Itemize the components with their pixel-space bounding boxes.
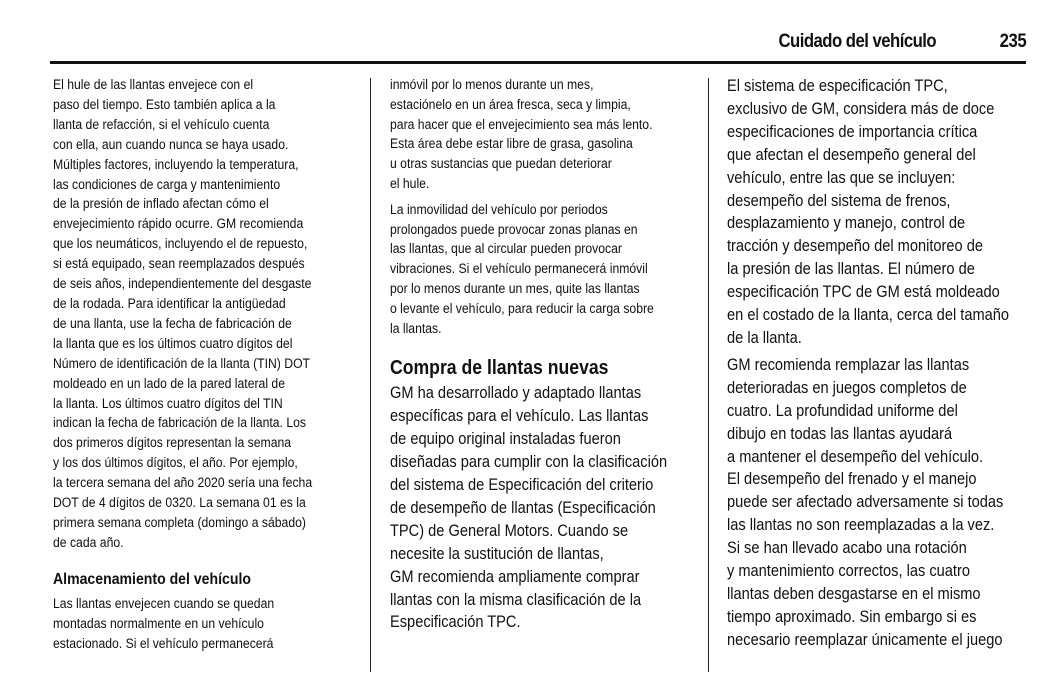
text-line: las llantas no son reemplazadas a la vez. [727,515,995,535]
column-1 [53,76,363,654]
text-line: GM recomienda ampliamente comprar [390,566,640,586]
text-line: la llanta. Los últimos cuatro dígitos del TIN [53,395,283,412]
text-line: tiempo aproximado. Sin embargo si es [727,606,977,626]
text-line: si está equipado, sean reemplazados después [53,256,305,273]
text-line: en el costado de la llanta, cerca del tamaño [727,305,1010,325]
text-line: envejecimiento rápido ocurre. GM recomienda [53,216,304,233]
text-line: necesario reemplazar únicamente el juego [727,629,1003,649]
text-line: llanta de refacción, si el vehículo cuenta [53,116,270,133]
text-line: moldeado en un lado de la pared lateral de [53,375,285,392]
text-line: TPC) de General Motors. Cuando se [390,520,629,540]
paragraph-storage-continued [390,76,700,195]
text-line: Número de identificación de la llanta (TIN) DOT [53,355,311,372]
section-title: Cuidado del vehículo [778,31,936,52]
paragraph-replace-sets [727,354,1047,652]
page-number: 235 [999,31,1026,52]
text-line: a mantener el desempeño del vehículo. [727,446,984,466]
text-line: estaciónelo en un área fresca, seca y limpia, [390,96,631,113]
text-line: diseñadas para cumplir con la clasificación [390,452,668,472]
text-line: montadas normalmente en un vehículo [53,615,264,632]
text-line: Esta área debe estar libre de grasa, gasolina [390,136,633,153]
text-line: de una llanta, use la fecha de fabricación de [53,315,292,332]
column-3 [727,75,1047,652]
text-line: GM ha desarrollado y adaptado llantas [390,383,642,403]
text-line: paso del tiempo. Esto también aplica a la [53,96,276,113]
text-line: Especificación TPC. [390,612,521,632]
column-divider-1 [370,78,371,672]
heading-buying-new-tires: Compra de llantas nuevas [390,356,609,380]
text-line: El sistema de especificación TPC, [727,76,948,95]
text-line: llantas deben desgastarse en el mismo [727,583,981,603]
heading-vehicle-storage: Almacenamiento del vehículo [53,570,251,588]
text-line: la llanta que es los últimos cuatro dígitos del [53,335,293,352]
text-line: para hacer que el envejecimiento sea más lento. [390,116,653,133]
text-line: primera semana completa (domingo a sábado) [53,514,306,531]
text-line: especificaciones de importancia crítica [727,121,978,141]
text-line: cuatro. La profundidad uniforme del [727,400,958,420]
text-line: llantas con la misma clasificación de la [390,589,642,609]
text-line: indican la fecha de fabricación de la llanta. Los [53,415,307,432]
text-line: Las llantas envejecen cuando se quedan [53,595,275,612]
column-divider-2 [708,78,709,672]
text-line: exclusivo de GM, considera más de doce [727,98,995,118]
text-line: inmóvil por lo menos durante un mes, [390,77,594,93]
text-line: dibujo en todas las llantas ayudará [727,423,953,443]
header-rule [50,61,1026,64]
text-line: y los dos últimos dígitos, el año. Por ejemplo, [53,455,298,472]
text-line: la tercera semana del año 2020 sería una fecha [53,475,313,492]
text-line: Múltiples factores, incluyendo la temperatura, [53,156,299,173]
paragraph-flat-spots [390,201,700,340]
text-line: prolongados puede provocar zonas planas en [390,221,638,238]
text-line: por lo menos durante un mes, quite las llantas [390,280,640,297]
text-line: la presión de las llantas. El número de [727,259,975,279]
text-line: u otras sustancias que puedan deteriorar [390,156,612,173]
text-line: deterioradas en juegos completos de [727,377,967,397]
text-line: y mantenimiento correctos, las cuatro [727,561,970,581]
text-line: las condiciones de carga y mantenimiento [53,176,281,193]
text-line: de la llanta. [727,327,802,347]
text-line: con ella, aun cuando nunca se haya usado. [53,136,289,153]
text-line: desempeño del sistema de frenos, [727,190,951,210]
text-line: La inmovilidad del vehículo por periodos [390,201,608,218]
text-line: El desempeño del frenado y el manejo [727,469,977,489]
text-line: de equipo original instaladas fueron [390,429,621,449]
text-line: las llantas, que al circular pueden provocar [390,241,622,258]
text-line: o levante el vehículo, para reducir la carga sobre [390,300,654,317]
text-line: específicas para el vehículo. Las llantas [390,406,649,426]
paragraph-tpc-system [727,75,1047,350]
text-line: especificación TPC de GM está moldeado [727,282,1000,302]
text-line: puede ser afectado adversamente si todas [727,492,1004,512]
text-line: que los neumáticos, incluyendo el de repuesto, [53,236,308,253]
paragraph-tpc-tires [390,382,700,634]
text-line: de la presión de inflado afectan cómo el [53,196,269,213]
text-line: del sistema de Especificación del criterio [390,474,654,494]
column-2 [390,76,700,634]
text-line: de cada año. [53,534,124,551]
text-line: de desempeño de llantas (Especificación [390,497,656,517]
paragraph-tire-aging [53,76,363,554]
text-line: de seis años, independientemente del desgaste [53,276,312,293]
text-line: que afectan el desempeño general del [727,144,976,164]
text-line: DOT de 4 dígitos de 0320. La semana 01 es la [53,495,306,512]
text-line: El hule de las llantas envejece con el [53,77,254,93]
text-line: estacionado. Si el vehículo permanecerá [53,635,274,652]
text-line: Si se han llevado acabo una rotación [727,538,967,558]
text-line: desplazamiento y manejo, control de [727,213,966,233]
text-line: tracción y desempeño del monitoreo de [727,236,984,256]
text-line: necesite la sustitución de llantas, [390,543,604,563]
text-line: vibraciones. Si el vehículo permanecerá inmóvil [390,261,648,278]
text-line: la llantas. [390,320,442,337]
text-line: vehículo, entre las que se incluyen: [727,167,956,187]
text-line: de la rodada. Para identificar la antigüedad [53,295,286,312]
text-line: el hule. [390,175,430,192]
paragraph-storage [53,595,363,655]
text-line: GM recomienda remplazar las llantas [727,354,970,374]
text-line: dos primeros dígitos representan la semana [53,435,292,452]
